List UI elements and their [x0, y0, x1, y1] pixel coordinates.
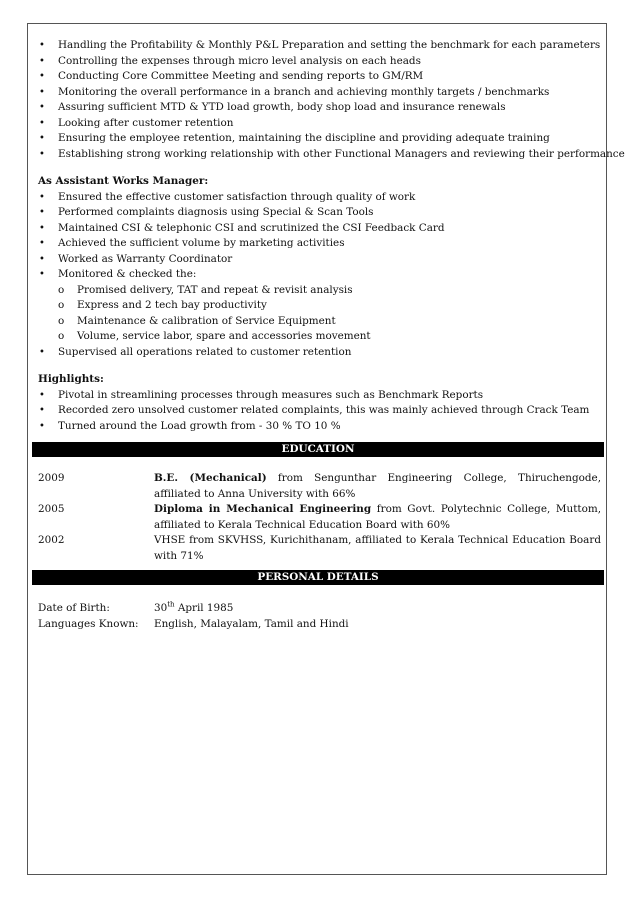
- section-heading-highlights: Highlights:: [38, 373, 104, 385]
- bullet-icon: •: [39, 133, 45, 144]
- circle-bullet-icon: o: [58, 299, 65, 311]
- bullet-icon: •: [39, 102, 45, 113]
- sub-list-item: o Promised delivery, TAT and repeat & revisit analysis: [38, 283, 601, 299]
- list-item: • Ensured the effective customer satisfaction through quality of work: [38, 190, 601, 206]
- personal-row-dob: [38, 601, 601, 617]
- languages-value: English, Malayalam, Tamil and Hindi: [154, 617, 349, 630]
- list-item: • Maintained CSI & telephonic CSI and scrutinized the CSI Feedback Card: [38, 221, 601, 237]
- bullet-icon: •: [39, 389, 45, 401]
- list-item: • Assuring sufficient MTD & YTD load growth, body shop load and insurance renewals: [38, 100, 601, 116]
- assistant-works-manager-list: [38, 190, 601, 283]
- list-item: • Handling the Profitability & Monthly P&L Preparation and setting the benchmark for each parameters: [38, 38, 601, 54]
- languages-label: Languages Known:: [38, 617, 139, 630]
- circle-bullet-icon: o: [58, 283, 65, 296]
- bullet-icon: •: [39, 191, 45, 203]
- list-item: • Controlling the expenses through micro level analysis on each heads: [38, 54, 601, 70]
- bullet-icon: •: [39, 346, 45, 358]
- resume-page: [38, 38, 625, 632]
- education-year: 2005: [38, 503, 65, 515]
- bullet-icon: •: [39, 405, 45, 416]
- bullet-icon: •: [39, 117, 45, 129]
- education-table: [38, 471, 601, 564]
- responsibilities-list: [38, 38, 625, 162]
- list-item: • Looking after customer retention: [38, 116, 601, 132]
- sub-list-item: o Maintenance & calibration of Service Equipment: [38, 314, 601, 330]
- education-row: [38, 502, 601, 533]
- circle-bullet-icon: o: [58, 314, 65, 327]
- bullet-icon: •: [39, 238, 45, 249]
- bullet-icon: •: [39, 148, 45, 160]
- education-detail: from Govt. Polytechnic College, Muttom, affiliated to Kerala Technical Education Board with 60%: [154, 503, 602, 531]
- education-detail: from Sengunthar Engineering College, Thiruchengode, affiliated to Anna University with 66%: [154, 472, 601, 500]
- assistant-works-manager-final: [38, 345, 601, 361]
- dob-label: Date of Birth:: [38, 602, 110, 614]
- education-description: [154, 533, 601, 564]
- sub-list-item: o Volume, service labor, spare and accessories movement: [38, 329, 601, 345]
- highlights-list: [38, 388, 601, 435]
- education-row: [38, 471, 601, 502]
- list-item: • Establishing strong working relationship with other Functional Managers and reviewing their performance: [38, 147, 601, 163]
- bullet-icon: •: [39, 86, 45, 98]
- sub-list-item: o Express and 2 tech bay productivity: [38, 298, 601, 314]
- bullet-icon: •: [39, 269, 45, 280]
- bullet-icon: •: [39, 222, 45, 234]
- education-detail: VHSE from SKVHSS, Kurichithanam, affiliated to Kerala Technical Education Board with 71%: [154, 534, 601, 562]
- personal-row-languages: [38, 617, 601, 633]
- bullet-icon: •: [39, 253, 45, 265]
- education-description: [154, 471, 601, 502]
- list-item: • Conducting Core Committee Meeting and sending reports to GM/RM: [38, 69, 601, 85]
- list-item: • Performed complaints diagnosis using Special & Scan Tools: [38, 205, 601, 221]
- bullet-icon: •: [39, 55, 45, 67]
- education-year: 2009: [38, 472, 65, 484]
- monitored-sub-list: [38, 283, 601, 345]
- education-description: [154, 502, 601, 533]
- list-item: • Pivotal in streamlining processes through measures such as Benchmark Reports: [38, 388, 601, 404]
- list-item: • Supervised all operations related to customer retention: [38, 345, 601, 361]
- section-heading-assistant-works-manager: As Assistant Works Manager:: [38, 175, 209, 187]
- personal-details-section-header: PERSONAL DETAILS: [32, 570, 604, 585]
- education-row: [38, 533, 601, 564]
- list-item: • Recorded zero unsolved customer related complaints, this was mainly achieved through Crack Team: [38, 403, 601, 419]
- list-item: • Achieved the sufficient volume by marketing activities: [38, 236, 601, 252]
- education-section-header: EDUCATION: [32, 442, 604, 457]
- education-degree: B.E. (Mechanical): [154, 472, 267, 484]
- bullet-icon: •: [39, 40, 45, 51]
- list-item: • Monitored & checked the:: [38, 267, 601, 283]
- list-item: • Worked as Warranty Coordinator: [38, 252, 601, 268]
- list-item: • Turned around the Load growth from - 30 % TO 10 %: [38, 419, 601, 435]
- education-year: 2002: [38, 534, 65, 546]
- list-item: • Ensuring the employee retention, maintaining the discipline and providing adequate training: [38, 131, 601, 147]
- personal-details-table: [38, 601, 601, 632]
- dob-value: 30th April 1985: [154, 600, 234, 614]
- bullet-icon: •: [39, 207, 45, 218]
- list-item: • Monitoring the overall performance in a branch and achieving monthly targets / benchmarks: [38, 85, 601, 101]
- circle-bullet-icon: o: [58, 330, 65, 342]
- education-degree: Diploma in Mechanical Engineering: [154, 503, 372, 515]
- bullet-icon: •: [39, 420, 45, 432]
- bullet-icon: •: [39, 71, 45, 82]
